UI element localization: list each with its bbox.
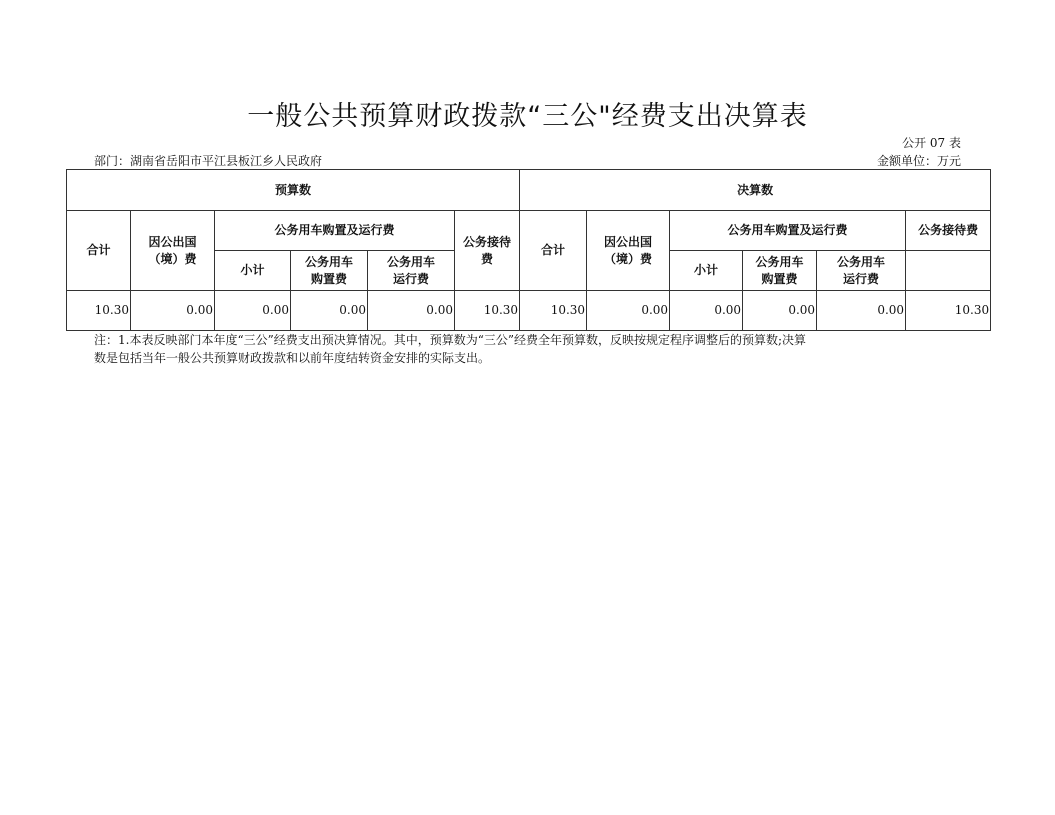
final-abroad-line1: 因公出国 (604, 234, 653, 249)
final-header: 决算数 (520, 170, 991, 211)
page-title: 一般公共预算财政拨款“三公"经费支出决算表 (247, 101, 808, 132)
final-abroad-value: 0.00 (587, 291, 670, 331)
budget-operation-value: 0.00 (368, 291, 455, 331)
footnote-line2: 数是包括当年一般公共预算财政拨款和以前年度结转资金安排的实际支出。 (94, 351, 491, 365)
header-row-1 (67, 170, 991, 211)
budget-header: 预算数 (67, 170, 520, 211)
final-operation-header (817, 251, 906, 291)
budget-vehicle-header: 公务用车购置及运行费 (215, 211, 455, 251)
final-purchase-line1: 公务用车 (755, 254, 804, 269)
final-subtotal-value: 0.00 (670, 291, 743, 331)
final-total-value: 10.30 (520, 291, 587, 331)
header-row-2 (67, 211, 991, 251)
budget-abroad-value: 0.00 (131, 291, 215, 331)
final-purchase-line2: 购置费 (761, 271, 798, 286)
final-abroad-line2: （境）费 (604, 251, 653, 266)
budget-purchase-line2: 购置费 (310, 271, 347, 286)
three-public-expense-table (66, 169, 991, 331)
budget-subtotal-header: 小计 (215, 251, 291, 291)
budget-reception-value: 10.30 (455, 291, 520, 331)
final-operation-line1: 公务用车 (837, 254, 886, 269)
budget-abroad-header (131, 211, 215, 291)
budget-abroad-line2: （境）费 (148, 251, 197, 266)
footnote-line1: 注：1.本表反映部门本年度“三公”经费支出预决算情况。其中，预算数为“三公”经费全年预算数，反映按规定程序调整后的预算数;决算 (94, 333, 807, 347)
department-label: 部门：湖南省岳阳市平江县板江乡人民政府 (94, 154, 323, 168)
final-purchase-header (743, 251, 817, 291)
budget-subtotal-value: 0.00 (215, 291, 291, 331)
budget-operation-header (368, 251, 455, 291)
footnote (94, 331, 960, 367)
final-vehicle-header: 公务用车购置及运行费 (670, 211, 906, 251)
form-number: 公开 07 表 (902, 136, 961, 150)
final-operation-value: 0.00 (817, 291, 906, 331)
budget-operation-line1: 公务用车 (386, 254, 435, 269)
budget-total-value: 10.30 (67, 291, 131, 331)
budget-reception-header (455, 211, 520, 291)
budget-purchase-value: 0.00 (291, 291, 368, 331)
budget-total-header: 合计 (67, 211, 131, 291)
budget-purchase-line1: 公务用车 (304, 254, 353, 269)
final-total-header: 合计 (520, 211, 587, 291)
budget-purchase-header (291, 251, 368, 291)
budget-reception-line1: 公务接待 (463, 234, 512, 249)
table-row (67, 291, 991, 331)
final-subtotal-header: 小计 (670, 251, 743, 291)
final-abroad-header (587, 211, 670, 291)
budget-reception-line2: 费 (481, 251, 494, 266)
final-reception-value: 10.30 (906, 291, 991, 331)
final-purchase-value: 0.00 (743, 291, 817, 331)
budget-operation-line2: 运行费 (392, 271, 429, 286)
final-reception-header: 公务接待费 (906, 211, 991, 251)
budget-abroad-line1: 因公出国 (148, 234, 197, 249)
amount-unit-label: 金额单位：万元 (876, 154, 961, 168)
final-operation-line2: 运行费 (843, 271, 880, 286)
final-reception-empty-cell (906, 251, 991, 291)
